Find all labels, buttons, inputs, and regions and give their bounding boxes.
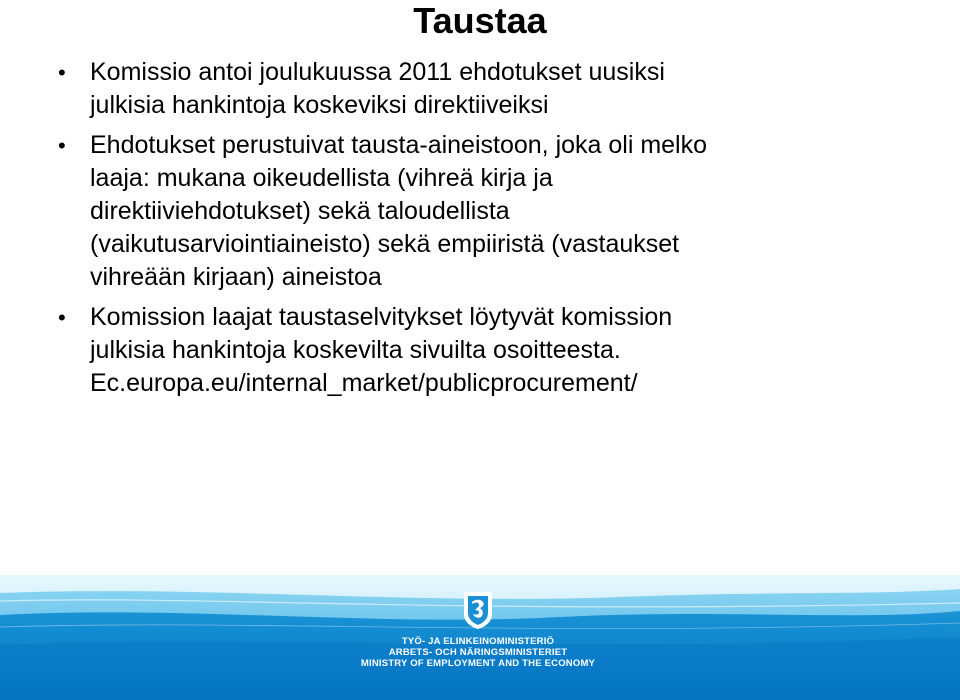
bullet-dot: • [58, 133, 66, 158]
bullet-line: julkisia hankintoja koskeviksi direktiiveiksi [90, 91, 549, 119]
ministry-name-sv: ARBETS- OCH NÄRINGSMINISTERIET [388, 647, 568, 658]
bullet-line: Ec.europa.eu/internal_market/publicprocurement/ [90, 369, 638, 397]
bullet-dot: • [58, 60, 66, 85]
bullet-line: Komissio antoi joulukuussa 2011 ehdotukset uusiksi [90, 58, 665, 86]
slide-title: Taustaa [413, 0, 547, 41]
bullet-line: vihreään kirjaan) aineistoa [90, 263, 382, 291]
ministry-name-fi: TYÖ- JA ELINKEINOMINISTERIÖ [401, 636, 555, 647]
bullet-line: direktiiviehdotukset) sekä taloudellista [90, 197, 510, 225]
bullet-list [58, 56, 918, 407]
ministry-name [300, 636, 656, 669]
bullet-line: julkisia hankintoja koskevilta sivuilta osoitteesta. [90, 336, 621, 364]
bullet-line: Ehdotukset perustuivat tausta-aineistoon, joka oli melko [90, 131, 708, 159]
bullet-item [58, 56, 918, 122]
bullet-item [58, 129, 918, 294]
ministry-name-en: MINISTRY OF EMPLOYMENT AND THE ECONOMY [360, 658, 596, 669]
lion-emblem-icon [461, 590, 495, 630]
bullet-line: (vaikutusarviointiaineisto) sekä empiiristä (vastaukset [90, 230, 680, 258]
bullet-line: Komission laajat taustaselvitykset löytyvät komission [90, 303, 673, 331]
bullet-line: laaja: mukana oikeudellista (vihreä kirja ja [90, 164, 553, 192]
bullet-item [58, 301, 918, 400]
bullet-dot: • [58, 305, 66, 330]
